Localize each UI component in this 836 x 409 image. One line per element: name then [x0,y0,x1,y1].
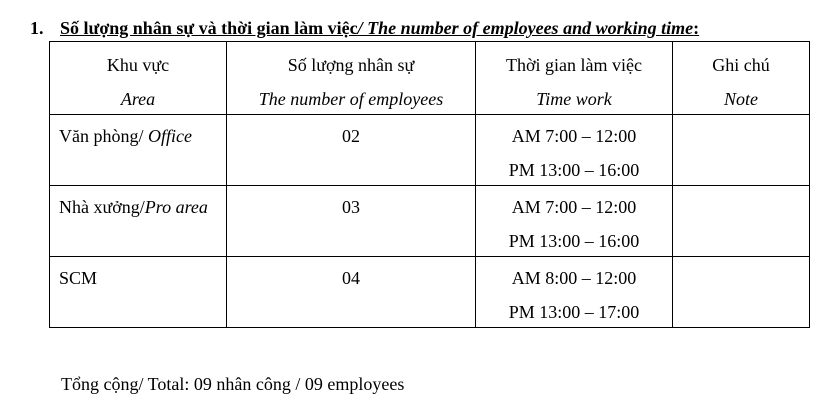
table-header-row [50,42,810,115]
section-title-vietnamese: Số lượng nhân sự và thời gian làm việc [60,18,358,38]
table-row [50,115,810,186]
afternoon-shift: PM 13:00 – 16:00 [508,160,640,180]
employees-table [49,41,810,328]
employee-count: 03 [342,197,360,217]
count-cell [227,115,476,186]
section-title-colon: : [693,18,700,38]
area-vi: Nhà xưởng/ [59,197,145,217]
area-cell [50,115,227,186]
section-title-english: / The number of employees and working time [357,18,694,38]
total-line: Tổng cộng/ Total: 09 nhân công / 09 employees [61,374,405,394]
area-cell [50,257,227,328]
time-cell [476,257,673,328]
note-cell [673,115,810,186]
header-time [476,42,673,115]
morning-shift: AM 7:00 – 12:00 [511,197,637,217]
header-time-vi: Thời gian làm việc [506,55,642,75]
header-employees [227,42,476,115]
note-cell [673,257,810,328]
header-note-vi: Ghi chú [712,55,770,75]
header-time-en: Time work [536,89,612,109]
header-area-en: Area [120,89,156,109]
area-vi: Văn phòng/ [59,126,148,146]
time-cell [476,115,673,186]
section-number: 1. [30,18,44,38]
note-cell [673,186,810,257]
table-row [50,257,810,328]
header-area [50,42,227,115]
count-cell [227,186,476,257]
header-note-en: Note [724,89,758,109]
afternoon-shift: PM 13:00 – 17:00 [508,302,640,322]
area-en: Office [148,126,192,146]
table-row [50,186,810,257]
morning-shift: AM 8:00 – 12:00 [511,268,637,288]
employee-count: 04 [342,268,360,288]
time-cell [476,186,673,257]
header-employees-vi: Số lượng nhân sự [287,55,415,75]
header-area-vi: Khu vực [106,55,170,75]
afternoon-shift: PM 13:00 – 16:00 [508,231,640,251]
header-employees-en: The number of employees [258,89,444,109]
employee-count: 02 [342,126,360,146]
morning-shift: AM 7:00 – 12:00 [511,126,637,146]
area-cell [50,186,227,257]
section-heading [30,16,699,40]
area-vi: SCM [59,268,98,288]
header-note [673,42,810,115]
count-cell [227,257,476,328]
area-en: Pro area [144,197,208,217]
